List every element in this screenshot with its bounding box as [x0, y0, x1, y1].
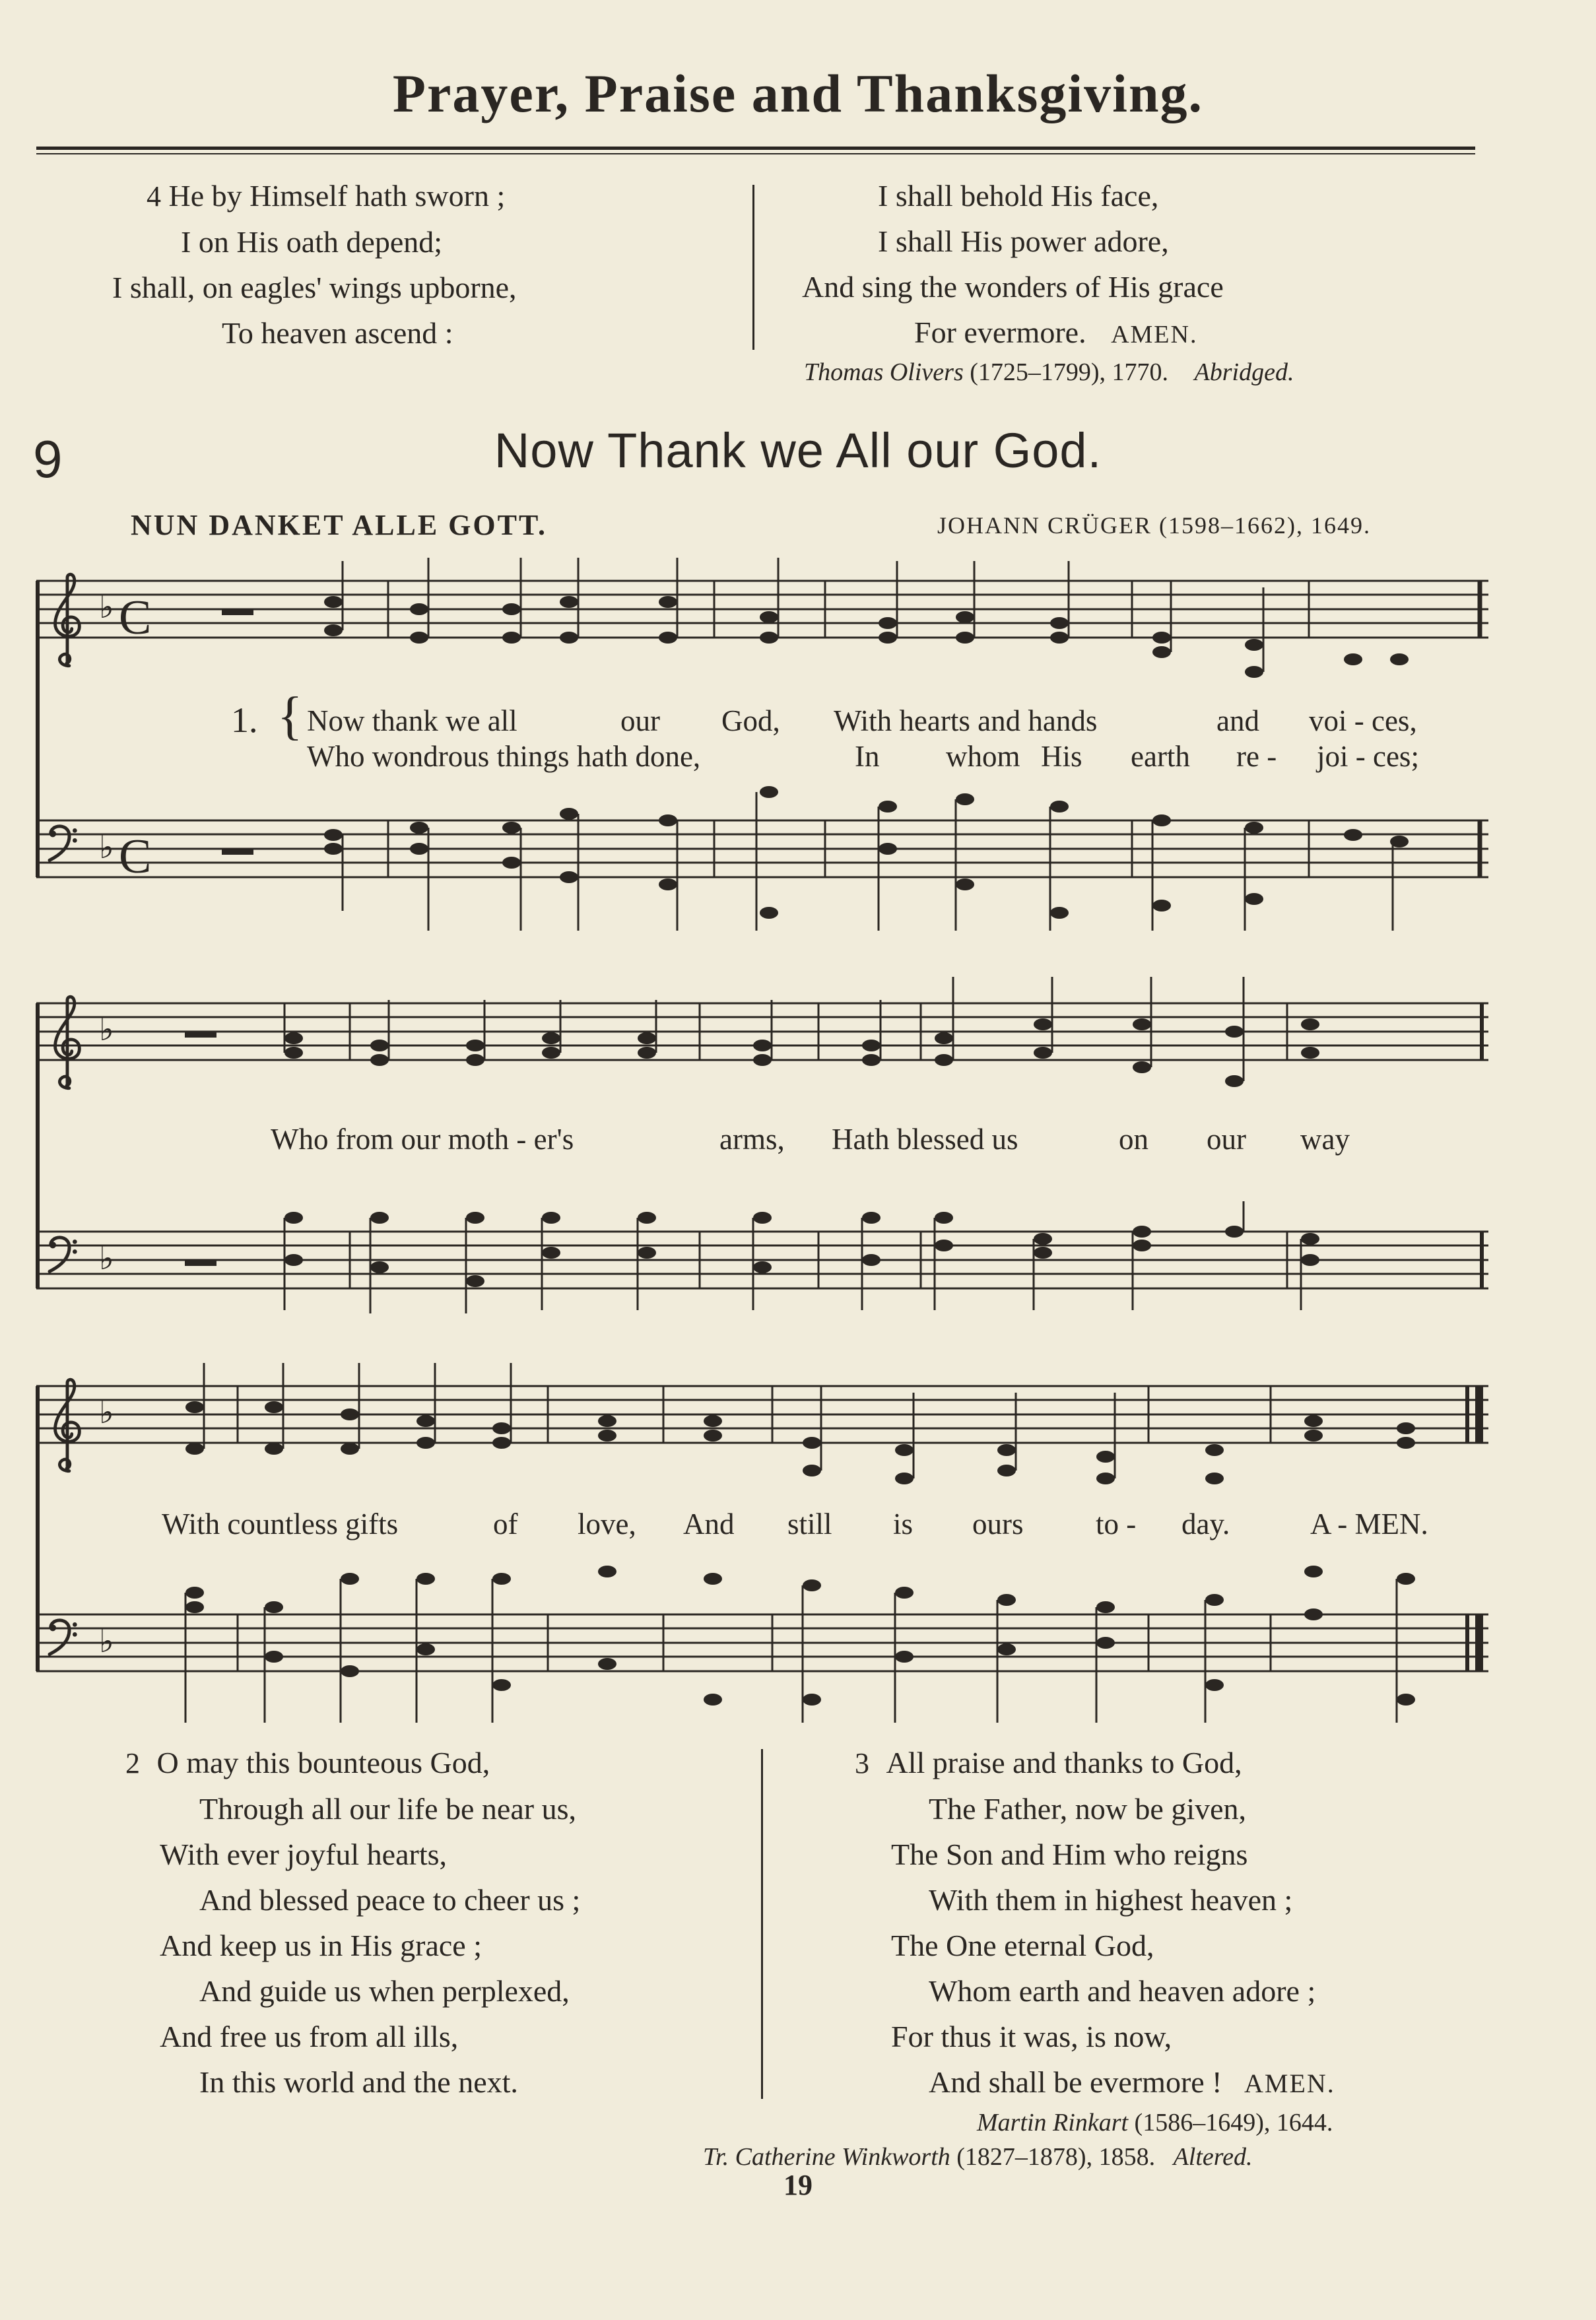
lyric-syllable: Who wondrous things hath done,	[307, 740, 701, 773]
lyrics-line-4	[162, 1507, 1482, 1544]
stanza-line: I shall His power adore,	[878, 224, 1169, 258]
lyric-syllable: way	[1300, 1123, 1350, 1156]
stanza-line-text: All praise and thanks to God,	[886, 1746, 1242, 1779]
amen: AMEN.	[1244, 2069, 1335, 2098]
treble-clef-icon	[55, 997, 80, 1088]
translator-name: Tr. Catherine Winkworth	[703, 2143, 950, 2171]
stanza-line: To heaven ascend :	[222, 316, 453, 350]
tune-name: NUN DANKET ALLE GOTT.	[131, 509, 548, 541]
lyric-syllable: whom	[946, 740, 1020, 773]
stanza-line: Through all our life be near us,	[199, 1792, 576, 1826]
lyric-syllable: A - MEN.	[1310, 1508, 1428, 1541]
stanza-line: The One eternal God,	[891, 1929, 1154, 1962]
lyric-syllable: Now thank we all	[307, 704, 517, 737]
lyric-syllable: our	[1207, 1123, 1246, 1156]
hymn-number: 9	[33, 430, 63, 488]
amen: AMEN.	[1111, 321, 1198, 348]
lyric-syllable: voi - ces,	[1309, 704, 1417, 737]
bass-clef-icon	[50, 1238, 77, 1271]
lyric-syllable: With countless gifts	[162, 1508, 399, 1541]
composer: JOHANN CRÜGER (1598–1662), 1649.	[937, 512, 1371, 539]
author-dates: (1725–1799), 1770.	[970, 358, 1169, 386]
system-3-notes	[185, 1401, 1415, 1706]
stanza-line: And keep us in His grace ;	[160, 1929, 482, 1962]
lyric-syllable: love,	[578, 1508, 636, 1541]
stanza-line: I shall, on eagles' wings upborne,	[112, 271, 517, 304]
stanza-number: 3	[855, 1747, 869, 1779]
system-1-bass	[36, 820, 1488, 877]
author-dates: (1586–1649), 1644.	[1134, 2109, 1333, 2137]
treble-clef-icon	[55, 1379, 80, 1471]
lyric-syllable: joi - ces;	[1317, 740, 1419, 773]
lyric-syllable: His	[1041, 740, 1082, 773]
stanza-line: I shall behold His face,	[878, 179, 1159, 213]
lyric-syllable: our	[620, 704, 660, 737]
stanza-line: And sing the wonders of His grace	[802, 270, 1224, 304]
lyric-syllable: God,	[721, 704, 780, 737]
brace-icon: {	[277, 687, 303, 745]
stanza-line: Whom earth and heaven adore ;	[929, 1974, 1316, 2008]
system-2-bass	[36, 1232, 1488, 1288]
stanza-line-text: For evermore.	[914, 315, 1086, 349]
lyric-syllable: re -	[1236, 740, 1277, 773]
lyric-syllable: With hearts and hands	[834, 704, 1098, 737]
stanza-2	[125, 1740, 580, 2105]
svg-text:C: C	[119, 591, 152, 645]
stanza-line: And guide us when perplexed,	[199, 1974, 570, 2008]
translator-dates: (1827–1878), 1858.	[956, 2143, 1156, 2171]
lyric-syllable: of	[493, 1508, 518, 1541]
lyric-syllable: ours	[972, 1508, 1024, 1541]
author-credit	[977, 2108, 1333, 2137]
stanza-line: With them in highest heaven ;	[929, 1883, 1293, 1917]
lyric-syllable: is	[893, 1508, 914, 1541]
stanza-line: And free us from all ills,	[160, 2020, 459, 2053]
stanza-line-text: And shall be evermore !	[929, 2065, 1222, 2099]
svg-text:C: C	[119, 830, 152, 884]
lyrics-line-3	[271, 1122, 1432, 1159]
stanza-line-text: He by Himself hath sworn ;	[168, 179, 506, 213]
column-divider	[761, 1749, 763, 2099]
stanza-3	[855, 1740, 1335, 2106]
stanza-line: And blessed peace to cheer us ;	[199, 1883, 581, 1917]
author-name: Martin Rinkart	[977, 2109, 1129, 2137]
treble-clef-icon	[55, 574, 80, 665]
page-number: 19	[783, 2169, 813, 2201]
lyric-syllable: Who from our moth - er's	[271, 1123, 574, 1156]
bass-clef-icon	[50, 1620, 77, 1654]
stanza-line: I on His oath depend;	[181, 225, 443, 259]
svg-text:♭: ♭	[99, 1624, 114, 1659]
hymn-title: Now Thank we All our God.	[494, 423, 1102, 478]
lyric-syllable: day.	[1181, 1508, 1230, 1541]
svg-text:♭: ♭	[99, 830, 114, 865]
svg-text:♭: ♭	[99, 1242, 114, 1276]
lyric-syllable: arms,	[719, 1123, 785, 1156]
lyrics-line-2	[307, 739, 1469, 776]
stanza-number: 2	[125, 1747, 140, 1779]
stanza-line: The Son and Him who reigns	[891, 1838, 1248, 1871]
translator-credit	[703, 2142, 1253, 2171]
page-header-title: Prayer, Praise and Thanksgiving.	[392, 63, 1204, 123]
stanza-line	[855, 1740, 1335, 1786]
system-2-treble	[36, 1003, 1488, 1060]
lyric-syllable: Hath blessed us	[832, 1123, 1018, 1156]
svg-text:♭: ♭	[99, 1395, 114, 1430]
stanza-line: With ever joyful hearts,	[160, 1838, 448, 1871]
svg-text:♭: ♭	[99, 1012, 114, 1047]
attribution-note: Abridged.	[1194, 358, 1294, 386]
stanza-line: In this world and the next.	[199, 2065, 518, 2099]
stanza-line: The Father, now be given,	[929, 1792, 1247, 1826]
author-name: Thomas Olivers	[804, 358, 964, 386]
system-1-treble	[36, 581, 1488, 638]
credit-note: Altered.	[1173, 2143, 1253, 2171]
verse-label: 1.	[231, 700, 258, 740]
lyric-syllable: to -	[1096, 1508, 1137, 1541]
stanza-line	[855, 2059, 1335, 2106]
svg-text:♭: ♭	[99, 590, 114, 625]
bass-clef-icon	[50, 826, 77, 860]
lyric-syllable: And	[683, 1508, 735, 1541]
lyric-syllable: still	[787, 1508, 832, 1541]
lyric-syllable: and	[1216, 704, 1259, 737]
lyrics-line-1	[307, 704, 1469, 741]
lyric-syllable: In	[855, 740, 880, 773]
stanza-line: For thus it was, is now,	[891, 2020, 1172, 2053]
stanza-number: 4	[147, 180, 161, 213]
stanza-line-text: O may this bounteous God,	[156, 1746, 490, 1779]
stanza-line	[125, 1740, 580, 1786]
lyric-syllable: on	[1119, 1123, 1148, 1156]
lyric-syllable: earth	[1131, 740, 1190, 773]
